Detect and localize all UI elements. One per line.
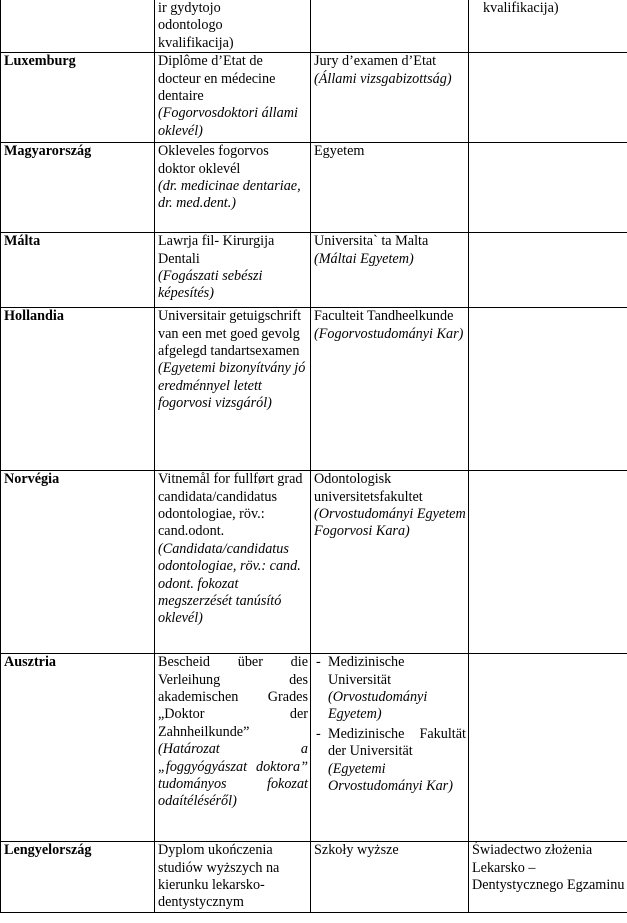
awarding-body-translation: (Fogorvostudományi Kar) (314, 325, 464, 342)
country-cell: Norvégia (1, 471, 155, 654)
certificate-cell (469, 654, 627, 842)
awarding-body-text: Medizinische Universität (328, 654, 405, 688)
dash-bullet: - (316, 725, 321, 742)
table-row (1, 143, 627, 233)
country-cell: Ausztria (1, 654, 155, 842)
awarding-body-text: Egyetem (314, 143, 365, 160)
country-cell: Málta (1, 233, 155, 308)
degree-cell (155, 308, 311, 471)
awarding-body-translation: (Orvostudományi Egyetem Fogorvosi Kara) (314, 506, 466, 540)
degree-text: Lawrja fil- Kirurgija Dentali (158, 233, 275, 267)
list-item (314, 654, 466, 724)
awarding-body-text: Odontologisk universitetsfakultet (314, 471, 423, 505)
awarding-body-text: Universita` ta Malta (314, 233, 429, 250)
awarding-body-translation: (Orvostudományi Egyetem) (328, 689, 428, 723)
degree-cell (155, 842, 311, 913)
table-row (1, 308, 627, 471)
certificate-cell (469, 471, 627, 654)
degree-cell (155, 0, 311, 53)
awarding-body-text: Szkoły wyższe (314, 842, 399, 859)
awarding-body-text: Medizinische Fakultät der Universität (328, 725, 466, 760)
awarding-body-cell (311, 654, 469, 842)
awarding-body-cell (311, 233, 469, 308)
awarding-body-list (314, 654, 466, 795)
table-row (1, 53, 627, 143)
table-row (1, 471, 627, 654)
country-cell (1, 0, 155, 53)
degree-cell (155, 654, 311, 842)
certificate-cell (469, 842, 627, 913)
awarding-body-cell (311, 471, 469, 654)
certificate-text: kvalifikacija) (483, 0, 559, 16)
degree-cell (155, 53, 311, 143)
degree-text: Bescheid über die Verleihung des akademischen Grades „Doktor der Zahnheilkunde” (158, 654, 308, 740)
awarding-body-cell (311, 143, 469, 233)
awarding-body-translation: (Egyetemi Orvostudományi Kar) (328, 760, 453, 795)
awarding-body-cell (311, 53, 469, 143)
table-row (1, 233, 627, 308)
degree-cell (155, 471, 311, 654)
degree-translation: (Határozat a „foggyógyászat doktora” tudományos fokozat odaítéléséről) (158, 741, 308, 810)
degree-translation: (Fogorvosdoktori állami oklevél) (158, 105, 298, 139)
degree-cell (155, 143, 311, 233)
certificate-cell (469, 233, 627, 308)
degree-text: Universitair getuigschrift van een met goed gevolg afgelegd tandartsexamen (158, 308, 302, 360)
degree-line: odontologo (158, 17, 223, 34)
certificate-cell (469, 308, 627, 471)
table-row (1, 0, 627, 53)
awarding-body-cell (311, 842, 469, 913)
country-cell: Luxemburg (1, 53, 155, 143)
certificate-text: Świadectwo złożenia Lekarsko – Dentystycznego Egzaminu (472, 842, 625, 894)
awarding-body-cell (311, 308, 469, 471)
country-cell: Lengyelország (1, 842, 155, 913)
awarding-body-text: Jury d’examen d’Etat (314, 53, 437, 70)
degree-translation: (dr. medicinae dentariae, dr. med.dent.) (158, 178, 301, 212)
awarding-body-cell (311, 0, 469, 53)
dash-bullet: - (316, 654, 321, 671)
table-row (1, 842, 627, 913)
awarding-body-translation: (Máltai Egyetem) (314, 250, 414, 267)
degree-text: Okleveles fogorvos doktor oklevél (158, 143, 269, 177)
certificate-cell (469, 53, 627, 143)
degree-line: kvalifikacija) (158, 34, 234, 51)
degree-translation: (Candidata/candidatus odontologiae, röv.: cand. odont. fokozat megszerzését tanúsító oklevél) (158, 540, 301, 627)
country-cell: Magyarország (1, 143, 155, 233)
degree-text: Diplôme d’Etat de docteur en médecine dentaire (158, 53, 276, 105)
list-item (314, 726, 466, 796)
awarding-body-translation: (Állami vizsgabizottság) (314, 70, 452, 87)
degree-translation: (Egyetemi bizonyítvány jó eredménnyel letett fogorvosi vizsgáról) (158, 360, 306, 412)
degree-translation: (Fogászati sebészi képesítés) (158, 268, 263, 302)
degree-text: Dyplom ukończenia studiów wyższych na kierunku lekarsko-dentystycznym (158, 842, 280, 911)
certificate-cell (469, 0, 627, 53)
country-cell: Hollandia (1, 308, 155, 471)
degree-line: ir gydytojo (158, 0, 221, 16)
awarding-body-text: Faculteit Tandheelkunde (314, 308, 454, 325)
degree-cell (155, 233, 311, 308)
degree-text: Vitnemål for fullført grad candidata/candidatus odontologiae, röv.: cand.odont. (158, 471, 303, 540)
table-row (1, 654, 627, 842)
certificate-cell (469, 143, 627, 233)
